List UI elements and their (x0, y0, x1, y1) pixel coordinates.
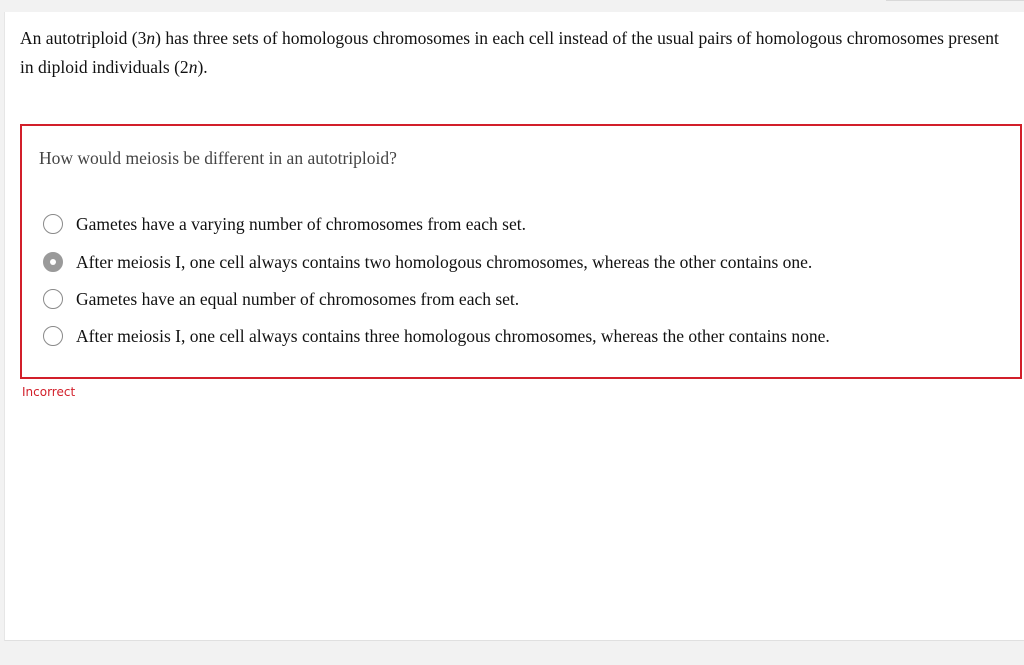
radio-button-icon[interactable] (43, 214, 63, 234)
answer-option-1[interactable] (43, 211, 526, 237)
answer-option-label: After meiosis I, one cell always contains three homologous chromosomes, whereas the other contains none. (76, 325, 830, 346)
answer-option-label: After meiosis I, one cell always contains two homologous chromosomes, whereas the other contains one. (76, 251, 813, 272)
answer-option-label: Gametes have a varying number of chromosomes from each set. (76, 213, 526, 234)
question-card (4, 12, 1024, 641)
answer-option-3[interactable] (43, 286, 519, 312)
radio-button-icon[interactable] (43, 326, 63, 346)
question-prompt: How would meiosis be different in an autotriploid? (39, 148, 397, 168)
answer-option-label: Gametes have an equal number of chromosomes from each set. (76, 288, 520, 309)
radio-button-selected-icon[interactable] (43, 252, 63, 272)
feedback-status: Incorrect (22, 385, 76, 399)
answer-box (20, 124, 1022, 379)
intro-text-3: ). (197, 57, 208, 77)
intro-text-1: An autotriploid (3 (20, 28, 147, 48)
question-intro (20, 24, 1000, 82)
intro-variable-1: n (146, 28, 156, 48)
intro-variable-2: n (188, 57, 198, 77)
answer-option-2[interactable] (43, 249, 812, 275)
radio-button-icon[interactable] (43, 289, 63, 309)
answer-option-4[interactable] (43, 323, 830, 349)
intro-text-2: ) has three sets of homologous chromosomes in each cell instead of the usual pairs of homologous chromosomes present in diploid individuals (2 (20, 28, 999, 77)
top-divider (886, 0, 1024, 1)
